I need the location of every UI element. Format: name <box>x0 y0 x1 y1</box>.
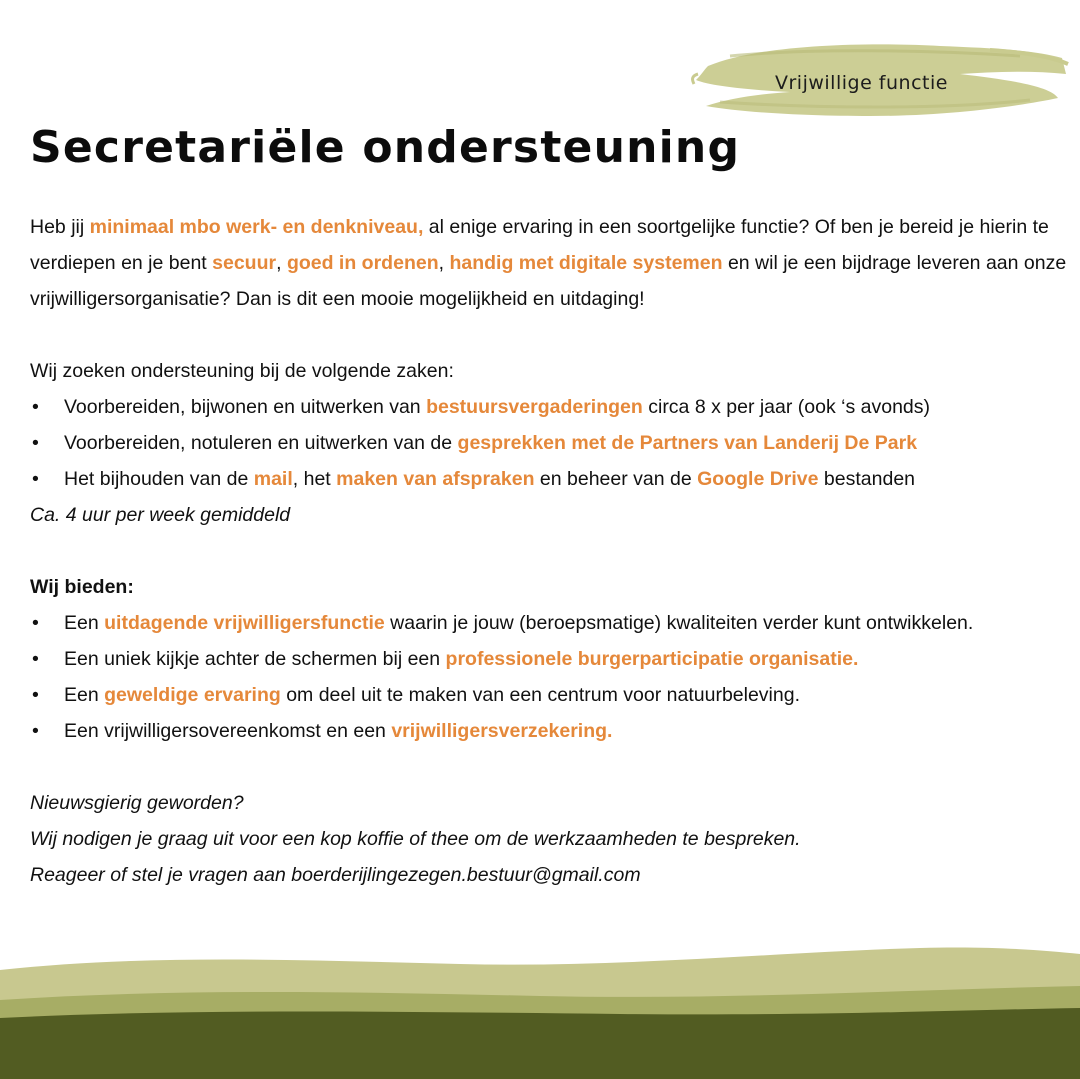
intro-text-3: , <box>276 252 287 274</box>
intro-text-1: Heb jij <box>30 216 90 238</box>
list-item <box>30 461 1075 497</box>
intro-text-5: en wil je een bijdrage leveren aan onze vrijwilligersorganisatie? Dan is dit een mooie mogelijkheid en uitdaging! <box>30 252 1067 310</box>
offer-heading: Wij bieden: <box>30 576 134 598</box>
bullet-icon: • <box>32 720 39 742</box>
list-item <box>30 605 1075 641</box>
bullet-icon: • <box>32 396 39 418</box>
task-text: Voorbereiden, bijwonen en uitwerken van <box>64 396 427 418</box>
offer-text: . <box>607 720 613 742</box>
list-item <box>30 713 1075 749</box>
intro-highlight-level: minimaal mbo werk- en denkniveau, <box>89 216 424 238</box>
offer-list <box>30 605 1075 749</box>
function-type-badge: Vrijwillige functie <box>775 72 948 94</box>
list-item <box>30 641 1075 677</box>
task-highlight: mail <box>253 468 293 490</box>
offer-highlight: vrijwilligersverzekering <box>391 720 608 742</box>
bullet-icon: • <box>32 684 39 706</box>
task-text: , het <box>292 468 337 490</box>
intro-text-2: al enige ervaring in een soortgelijke functie? Of ben je bereid je hierin te verdiepen en je bent <box>30 216 1049 274</box>
spacer <box>30 533 1075 569</box>
intro-paragraph <box>30 209 1075 317</box>
offer-highlight: professionele burgerparticipatie organisatie. <box>445 648 859 670</box>
task-text: circa 8 x per jaar (ook ‘s avonds) <box>642 396 931 418</box>
page-title: Secretariële ondersteuning <box>30 122 741 173</box>
task-text: Het bijhouden van de <box>64 468 254 490</box>
offer-text: Een <box>64 684 105 706</box>
closing-line-1: Nieuwsgierig geworden? <box>30 792 244 814</box>
task-highlight: maken van afspraken <box>336 468 535 490</box>
hours-note: Ca. 4 uur per week gemiddeld <box>30 504 291 526</box>
intro-text-4: , <box>438 252 450 274</box>
task-text: bestanden <box>818 468 916 490</box>
offer-text: Een uniek kijkje achter de schermen bij een <box>64 648 446 670</box>
intro-highlight-ordenen: goed in ordenen <box>286 252 439 274</box>
task-highlight: bestuursvergaderingen <box>426 396 643 418</box>
bullet-icon: • <box>32 648 39 670</box>
intro-highlight-secuur: secuur <box>212 252 277 274</box>
list-item <box>30 677 1075 713</box>
bullet-icon: • <box>32 432 39 454</box>
intro-highlight-digitaal: handig met digitale systemen <box>449 252 723 274</box>
tasks-heading: Wij zoeken ondersteuning bij de volgende zaken: <box>30 360 454 382</box>
closing-line-2: Wij nodigen je graag uit voor een kop koffie of thee om de werkzaamheden te bespreken. <box>30 828 801 850</box>
bullet-icon: • <box>32 468 39 490</box>
hills-decoration <box>0 930 1080 1079</box>
offer-highlight: geweldige ervaring <box>104 684 281 706</box>
task-highlight: Google Drive <box>697 468 819 490</box>
offer-text: om deel uit te maken van een centrum voor natuurbeleving. <box>280 684 800 706</box>
task-highlight: gesprekken met de Partners van Landerij De Park <box>457 432 918 454</box>
offer-text: waarin je jouw (beroepsmatige) kwaliteiten verder kunt ontwikkelen. <box>384 612 974 634</box>
offer-highlight: uitdagende vrijwilligersfunctie <box>104 612 385 634</box>
list-item <box>30 389 1075 425</box>
bullet-icon: • <box>32 612 39 634</box>
closing-line-3: Reageer of stel je vragen aan boerderijlingezegen.bestuur@gmail.com <box>30 864 641 886</box>
tasks-list <box>30 389 1075 497</box>
task-text: Voorbereiden, notuleren en uitwerken van de <box>64 432 458 454</box>
offer-text: Een <box>64 612 105 634</box>
vacancy-content <box>30 209 1075 893</box>
spacer <box>30 749 1075 785</box>
list-item <box>30 425 1075 461</box>
spacer <box>30 317 1075 353</box>
task-text: en beheer van de <box>534 468 698 490</box>
offer-text: Een vrijwilligersovereenkomst en een <box>64 720 392 742</box>
